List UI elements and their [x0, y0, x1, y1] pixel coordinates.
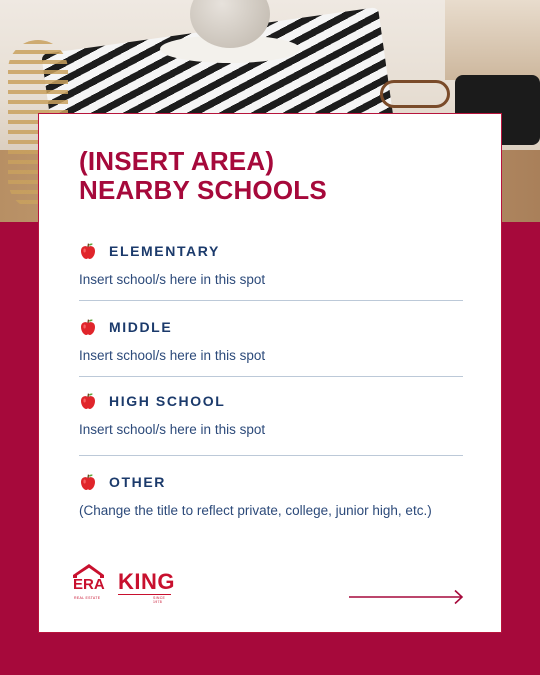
page-title: [79, 147, 479, 205]
schools-card: [38, 113, 502, 633]
section-heading: ELEMENTARY: [109, 243, 220, 259]
section-middle: [79, 316, 464, 363]
gift-box: [445, 0, 540, 80]
section-text: (Change the title to reflect private, college, junior high, etc.): [79, 503, 432, 518]
title-line-2: NEARBY SCHOOLS: [79, 175, 327, 205]
apple-icon: [79, 318, 97, 336]
section-text: Insert school/s here in this spot: [79, 422, 266, 437]
logo-king: KING: [118, 569, 175, 594]
title-line-1: (INSERT AREA): [79, 146, 275, 176]
divider: [79, 376, 463, 377]
section-other: [79, 471, 464, 518]
logo-rule: [118, 594, 171, 595]
logo-era-subtitle: REAL ESTATE: [74, 596, 101, 600]
logo-era: ERA: [73, 576, 105, 593]
apple-icon: [79, 242, 97, 260]
apple-icon: [79, 473, 97, 491]
section-heading: MIDDLE: [109, 319, 173, 335]
section-text: Insert school/s here in this spot: [79, 348, 266, 363]
section-heading: OTHER: [109, 474, 166, 490]
section-high-school: [79, 390, 464, 437]
eyeglasses: [380, 80, 450, 108]
era-king-logo: [73, 563, 173, 603]
section-text: Insert school/s here in this spot: [79, 272, 266, 287]
divider: [79, 455, 463, 456]
divider: [79, 300, 463, 301]
logo-king-subtitle: SINCE 1978: [153, 596, 166, 604]
section-heading: HIGH SCHOOL: [109, 393, 226, 409]
arrow-right-icon[interactable]: [349, 588, 465, 606]
apple-icon: [79, 392, 97, 410]
section-elementary: [79, 240, 464, 287]
